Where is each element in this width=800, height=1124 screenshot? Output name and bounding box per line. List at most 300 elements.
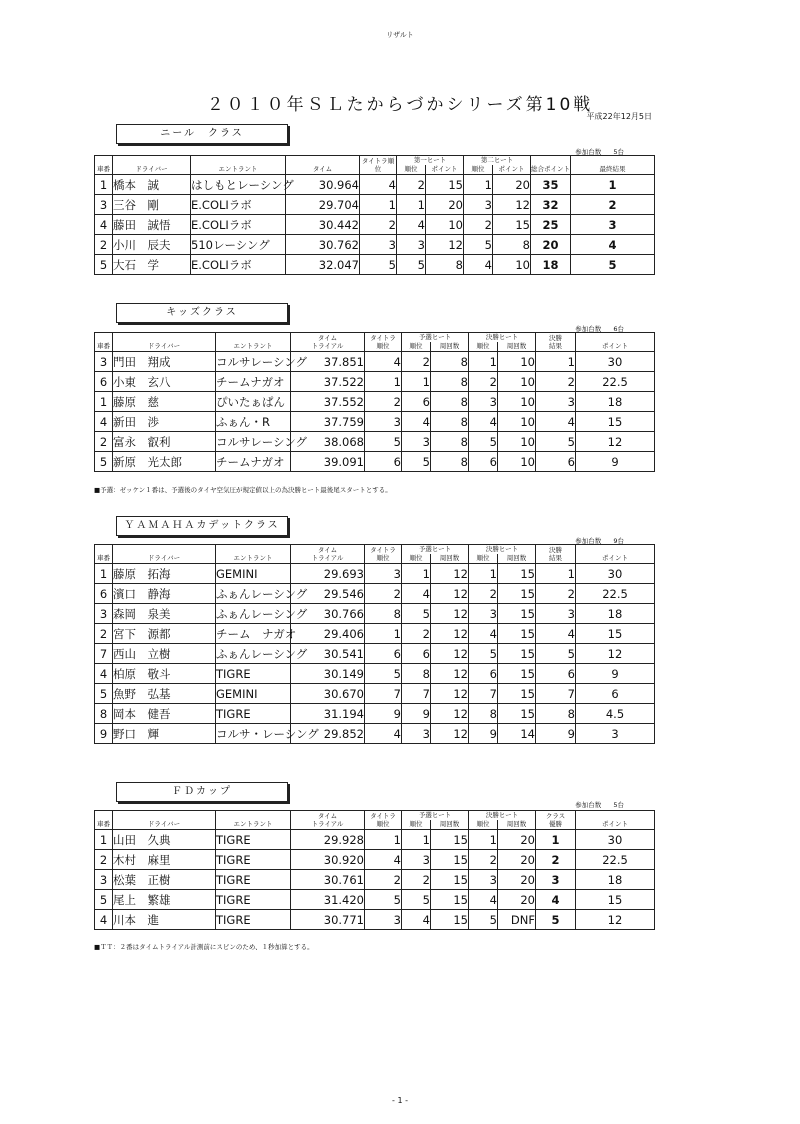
result: 6 [536, 664, 576, 684]
tt-rank: 3 [365, 564, 402, 584]
section-note: ■予選：ゼッケン１番は、予選後のタイヤ空気圧が規定値以上の為決勝ヒート最後尾スタートとする。 [94, 486, 392, 494]
table-row [95, 850, 655, 870]
entrant-name: TIGRE [216, 704, 291, 724]
col-time [291, 545, 365, 564]
col-result [536, 333, 576, 352]
car-number: 5 [95, 890, 113, 910]
heat2-rank: 2 [464, 215, 493, 235]
driver-name: 宮下 源都 [113, 624, 216, 644]
heat2-rank: 4 [469, 890, 498, 910]
heat1-value: 8 [431, 412, 469, 432]
col-result-sub: 結果 [549, 342, 562, 350]
tt-rank: 5 [365, 890, 402, 910]
heat1-rank: 1 [402, 372, 431, 392]
heat1-value: 15 [431, 850, 469, 870]
result: 35 [531, 175, 571, 195]
heat2-value: 20 [493, 175, 531, 195]
car-number: 2 [95, 235, 113, 255]
heat1-value: 12 [431, 704, 469, 724]
driver-name: 濱口 静海 [113, 584, 216, 604]
car-number: 1 [95, 830, 113, 850]
heat1-value: 8 [431, 432, 469, 452]
col-heat2-laps: 周回数 [498, 554, 536, 564]
col-car-no: 車番 [95, 156, 113, 175]
heat1-value: 20 [426, 195, 464, 215]
trial-time: 38.068 [291, 432, 365, 452]
col-heat2-rank: 順位 [469, 554, 498, 564]
col-car-no: 車番 [95, 545, 113, 564]
table-row [95, 644, 655, 664]
entrant-name: ぴいたぁぱん [216, 392, 291, 412]
tt-rank: 1 [360, 195, 397, 215]
result: 4 [536, 412, 576, 432]
heat1-rank: 3 [402, 432, 431, 452]
col-points: ポイント [576, 333, 655, 352]
driver-name: 岡本 健吾 [113, 704, 216, 724]
heat2-value: 20 [498, 890, 536, 910]
entrant-name: TIGRE [216, 664, 291, 684]
table-row [95, 235, 655, 255]
result: 18 [531, 255, 571, 275]
class-title: ＦＤカップ [116, 782, 288, 802]
col-heat1: 予選ヒート [402, 545, 469, 555]
points: 22.5 [576, 850, 655, 870]
entrant-name: GEMINI [216, 684, 291, 704]
col-heat2: 決勝ヒート [469, 333, 536, 343]
col-heat1-rank: 順位 [402, 820, 431, 830]
heat2-value: 20 [498, 850, 536, 870]
trial-time: 29.406 [291, 624, 365, 644]
trial-time: 31.194 [291, 704, 365, 724]
points: 18 [576, 604, 655, 624]
car-number: 1 [95, 175, 113, 195]
result: 5 [536, 644, 576, 664]
heat1-value: 12 [426, 235, 464, 255]
car-number: 2 [95, 432, 113, 452]
heat1-value: 8 [431, 452, 469, 472]
col-heat2-points: ポイント [493, 165, 531, 175]
points: 18 [576, 870, 655, 890]
driver-name: 柏原 敬斗 [113, 664, 216, 684]
col-result-sub: 結果 [549, 554, 562, 562]
heat2-rank: 1 [469, 564, 498, 584]
points: 30 [576, 352, 655, 372]
results-table [94, 332, 655, 472]
tt-rank: 4 [360, 175, 397, 195]
heat1-value: 8 [426, 255, 464, 275]
car-number: 4 [95, 215, 113, 235]
heat1-rank: 4 [402, 584, 431, 604]
col-tt-rank [365, 333, 402, 352]
heat1-rank: 1 [397, 195, 426, 215]
points: 12 [576, 432, 655, 452]
trial-time: 39.091 [291, 452, 365, 472]
entrant-name: チームナガオ [216, 372, 291, 392]
driver-name: 新田 渉 [113, 412, 216, 432]
class-title: ＹＡＭＡＨＡカデットクラス [116, 516, 288, 536]
col-total: 総合ポイント [531, 156, 571, 175]
entrant-name: はしもとレーシング [191, 175, 286, 195]
table-row [95, 195, 655, 215]
col-heat1-laps: 周回数 [431, 554, 469, 564]
heat2-value: 15 [493, 215, 531, 235]
tt-rank: 4 [365, 850, 402, 870]
col-time [291, 333, 365, 352]
col-tt-rank [365, 545, 402, 564]
col-points: ポイント [576, 545, 655, 564]
trial-time: 30.149 [291, 664, 365, 684]
driver-name: 西山 立樹 [113, 644, 216, 664]
heat2-value: 10 [493, 255, 531, 275]
heat2-rank: 1 [469, 830, 498, 850]
table-row [95, 664, 655, 684]
table-row [95, 604, 655, 624]
result: 3 [536, 604, 576, 624]
col-heat2-laps: 周回数 [498, 342, 536, 352]
heat2-rank: 5 [469, 910, 498, 930]
heat1-value: 12 [431, 664, 469, 684]
driver-name: 魚野 弘基 [113, 684, 216, 704]
entry-count-value: 5台 [613, 148, 624, 156]
heat1-rank: 4 [397, 215, 426, 235]
col-result-label: 決勝 [549, 546, 562, 554]
result: 9 [536, 724, 576, 744]
entrant-name: ふぁんレーシング [216, 584, 291, 604]
points: 30 [576, 830, 655, 850]
points: 1 [571, 175, 655, 195]
points: 22.5 [576, 584, 655, 604]
table-row [95, 584, 655, 604]
entry-count-label: 参加台数 [575, 801, 602, 809]
car-number: 4 [95, 910, 113, 930]
col-points: ポイント [576, 811, 655, 830]
trial-time: 30.761 [291, 870, 365, 890]
trial-time: 29.852 [291, 724, 365, 744]
col-tt-sub: 順位 [376, 820, 390, 828]
heat1-rank: 1 [402, 830, 431, 850]
col-entrant: エントラント [216, 333, 291, 352]
heat1-rank: 2 [397, 175, 426, 195]
heat2-value: 15 [498, 624, 536, 644]
entrant-name: TIGRE [216, 850, 291, 870]
entrant-name: TIGRE [216, 910, 291, 930]
trial-time: 30.920 [291, 850, 365, 870]
heat1-rank: 5 [402, 452, 431, 472]
heat1-value: 8 [431, 352, 469, 372]
table-row [95, 624, 655, 644]
points: 15 [576, 412, 655, 432]
trial-time: 30.541 [291, 644, 365, 664]
heat2-rank: 3 [469, 604, 498, 624]
heat1-rank: 7 [402, 684, 431, 704]
heat1-value: 12 [431, 624, 469, 644]
results-table [94, 810, 655, 930]
entrant-name: チーム ナガオ [216, 624, 291, 644]
table-row [95, 684, 655, 704]
result: 5 [536, 910, 576, 930]
entrant-name: ふぁんレーシング [216, 644, 291, 664]
trial-time: 30.771 [291, 910, 365, 930]
class-title: キッズクラス [116, 303, 288, 323]
heat2-value: 10 [498, 372, 536, 392]
table-row [95, 890, 655, 910]
tt-rank: 5 [360, 255, 397, 275]
col-entrant: エントラント [191, 156, 286, 175]
table-row [95, 432, 655, 452]
result: 2 [536, 372, 576, 392]
heat2-rank: 3 [469, 870, 498, 890]
driver-name: 尾上 繁雄 [113, 890, 216, 910]
col-time: タイム [286, 156, 360, 175]
page-number: - 1 - [392, 1096, 408, 1105]
heat2-value: 15 [498, 644, 536, 664]
entrant-name: コルサレーシング [216, 352, 291, 372]
result: 5 [536, 432, 576, 452]
col-time-sub: トライアル [311, 554, 344, 562]
result: 1 [536, 352, 576, 372]
car-number: 6 [95, 584, 113, 604]
heat2-value: 20 [498, 870, 536, 890]
document-header: リザルト [386, 31, 414, 39]
heat2-value: 8 [493, 235, 531, 255]
heat1-value: 15 [431, 870, 469, 890]
heat1-value: 8 [431, 372, 469, 392]
heat2-value: 15 [498, 604, 536, 624]
table-row [95, 830, 655, 850]
trial-time: 37.522 [291, 372, 365, 392]
driver-name: 三谷 剛 [113, 195, 191, 215]
col-class-win [536, 811, 576, 830]
tt-rank: 4 [365, 724, 402, 744]
tt-rank: 6 [365, 644, 402, 664]
heat1-value: 12 [431, 584, 469, 604]
car-number: 5 [95, 255, 113, 275]
col-tt-rank [365, 811, 402, 830]
trial-time: 37.552 [291, 392, 365, 412]
tt-rank: 9 [365, 704, 402, 724]
entry-count-label: 参加台数 [575, 148, 602, 156]
col-heat1: 第一ヒート [397, 156, 464, 166]
points: 6 [576, 684, 655, 704]
trial-time: 37.851 [291, 352, 365, 372]
table-row [95, 724, 655, 744]
entrant-name: コルサ・レーシング [216, 724, 291, 744]
table-row [95, 452, 655, 472]
entrant-name: GEMINI [216, 564, 291, 584]
heat1-value: 8 [431, 392, 469, 412]
entrant-name: TIGRE [216, 890, 291, 910]
col-result [536, 545, 576, 564]
heat2-rank: 3 [469, 392, 498, 412]
entrant-name: 510レーシング [191, 235, 286, 255]
driver-name: 森岡 泉美 [113, 604, 216, 624]
trial-time: 31.420 [291, 890, 365, 910]
col-tt-sub: 順位 [376, 342, 390, 350]
table-row [95, 412, 655, 432]
tt-rank: 3 [360, 235, 397, 255]
points: 4 [571, 235, 655, 255]
heat2-rank: 2 [469, 372, 498, 392]
entry-count-value: 9台 [613, 537, 624, 545]
table-row [95, 352, 655, 372]
points: 9 [576, 452, 655, 472]
heat2-rank: 5 [464, 235, 493, 255]
heat1-value: 12 [431, 684, 469, 704]
result: 32 [531, 195, 571, 215]
points: 4.5 [576, 704, 655, 724]
heat2-value: 15 [498, 704, 536, 724]
results-table [94, 155, 655, 275]
col-driver: ドライバー [113, 333, 216, 352]
driver-name: 小東 玄八 [113, 372, 216, 392]
tt-rank: 8 [365, 604, 402, 624]
col-class-win-sub: 優勝 [549, 820, 562, 828]
heat2-value: 10 [498, 432, 536, 452]
heat2-value: 10 [498, 412, 536, 432]
entry-count-value: 5台 [613, 801, 624, 809]
heat2-rank: 6 [469, 452, 498, 472]
heat1-value: 15 [431, 830, 469, 850]
heat2-rank: 1 [469, 352, 498, 372]
heat1-rank: 5 [402, 890, 431, 910]
car-number: 2 [95, 850, 113, 870]
col-heat1-rank: 順位 [397, 165, 426, 175]
heat2-value: 10 [498, 452, 536, 472]
points: 30 [576, 564, 655, 584]
col-time-label: タイム [317, 812, 338, 820]
heat1-rank: 9 [402, 704, 431, 724]
entrant-name: E.COLIラボ [191, 255, 286, 275]
col-heat2: 第二ヒート [464, 156, 531, 166]
col-driver: ドライバー [113, 156, 191, 175]
driver-name: 橋本 誠 [113, 175, 191, 195]
tt-rank: 1 [365, 372, 402, 392]
points: 12 [576, 910, 655, 930]
heat2-value: 15 [498, 664, 536, 684]
car-number: 2 [95, 624, 113, 644]
col-heat2: 決勝ヒート [469, 811, 536, 821]
trial-time: 29.546 [291, 584, 365, 604]
col-entrant: エントラント [216, 811, 291, 830]
car-number: 9 [95, 724, 113, 744]
result: 1 [536, 830, 576, 850]
col-car-no: 車番 [95, 333, 113, 352]
heat2-rank: 2 [469, 584, 498, 604]
table-row [95, 175, 655, 195]
entrant-name: TIGRE [216, 870, 291, 890]
entry-count-value: 6台 [613, 325, 624, 333]
col-tt-label: タイトラ [370, 546, 396, 554]
heat2-rank: 4 [464, 255, 493, 275]
trial-time: 30.766 [291, 604, 365, 624]
driver-name: 松葉 正樹 [113, 870, 216, 890]
car-number: 8 [95, 704, 113, 724]
tt-rank: 2 [365, 870, 402, 890]
heat1-rank: 2 [402, 624, 431, 644]
entry-count-label: 参加台数 [575, 325, 602, 333]
result: 2 [536, 584, 576, 604]
driver-name: 藤原 拓海 [113, 564, 216, 584]
heat2-rank: 4 [469, 412, 498, 432]
col-heat1: 予選ヒート [402, 333, 469, 343]
tt-rank: 7 [365, 684, 402, 704]
col-time [291, 811, 365, 830]
heat2-value: 12 [493, 195, 531, 215]
col-heat2-rank: 順位 [469, 342, 498, 352]
col-heat2-rank: 順位 [469, 820, 498, 830]
trial-time: 30.442 [286, 215, 360, 235]
car-number: 4 [95, 412, 113, 432]
driver-name: 門田 翔成 [113, 352, 216, 372]
heat1-value: 10 [426, 215, 464, 235]
entrant-name: E.COLIラボ [191, 215, 286, 235]
heat1-rank: 3 [402, 850, 431, 870]
col-time-sub: トライアル [311, 820, 344, 828]
trial-time: 37.759 [291, 412, 365, 432]
driver-name: 小川 辰夫 [113, 235, 191, 255]
points: 18 [576, 392, 655, 412]
table-row [95, 564, 655, 584]
heat1-value: 12 [431, 564, 469, 584]
points: 15 [576, 624, 655, 644]
result: 3 [536, 870, 576, 890]
event-date: 平成22年12月5日 [586, 112, 652, 121]
trial-time: 30.670 [291, 684, 365, 704]
heat1-rank: 8 [402, 664, 431, 684]
tt-rank: 2 [365, 584, 402, 604]
heat2-rank: 7 [469, 684, 498, 704]
trial-time: 30.964 [286, 175, 360, 195]
heat2-rank: 1 [464, 175, 493, 195]
col-tt-label: タイトラ [370, 334, 396, 342]
col-driver: ドライバー [113, 811, 216, 830]
col-tt-rank: タイトラ順位 [360, 156, 397, 175]
table-row [95, 215, 655, 235]
driver-name: 川本 進 [113, 910, 216, 930]
heat1-rank: 3 [402, 724, 431, 744]
driver-name: 新原 光太郎 [113, 452, 216, 472]
heat1-rank: 2 [402, 352, 431, 372]
result: 8 [536, 704, 576, 724]
driver-name: 大石 学 [113, 255, 191, 275]
heat1-rank: 6 [402, 644, 431, 664]
entrant-name: ふぁんレーシング [216, 604, 291, 624]
section-note: ■ＴＴ：２番はタイムトライアル計測前にスピンのため、１秒加算とする。 [94, 943, 314, 951]
class-title: ニール クラス [116, 124, 288, 144]
col-heat2-rank: 順位 [464, 165, 493, 175]
tt-rank: 5 [365, 664, 402, 684]
tt-rank: 6 [365, 452, 402, 472]
entrant-name: ふぁん・R [216, 412, 291, 432]
trial-time: 32.047 [286, 255, 360, 275]
col-heat1-laps: 周回数 [431, 342, 469, 352]
heat1-rank: 4 [402, 910, 431, 930]
car-number: 4 [95, 664, 113, 684]
entry-count-label: 参加台数 [575, 537, 602, 545]
result: 4 [536, 890, 576, 910]
col-class-win-label: クラス [545, 812, 566, 820]
heat1-value: 12 [431, 604, 469, 624]
heat2-rank: 6 [469, 664, 498, 684]
heat2-value: 10 [498, 392, 536, 412]
tt-rank: 1 [365, 624, 402, 644]
trial-time: 30.762 [286, 235, 360, 255]
col-time-label: タイム [317, 546, 338, 554]
heat2-rank: 5 [469, 432, 498, 452]
table-row [95, 910, 655, 930]
result: 4 [536, 624, 576, 644]
heat2-rank: 5 [469, 644, 498, 664]
